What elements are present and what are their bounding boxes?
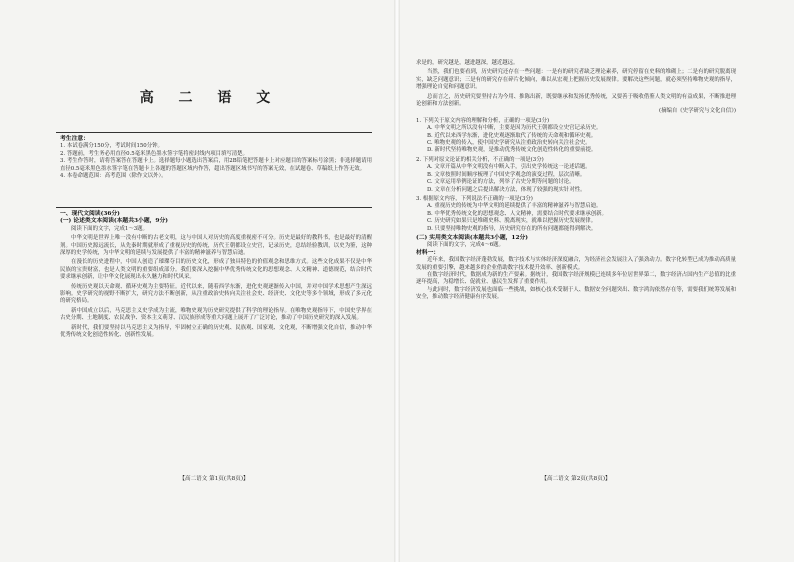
option: B. 近代以来西学东渐，进化史观逐渐取代了传统的天命观和循环史观。: [427, 132, 597, 139]
note-item: 1. 本试卷满分150分，考试时间150分钟。: [60, 143, 163, 150]
right-column: [416, 60, 736, 302]
option: A. 文章开篇从中华文明没有中断入手，引出史学传统这一论述话题。: [427, 164, 591, 171]
passage-paragraph: 在漫长的历史进程中，中国人创造了璀璨夺目的历史文化，形成了独具特色的价值观念和思维方式。这些文化成果不仅是中华民族的宝贵财富，也是人类文明的重要组成部分。我们要深入挖掘中华优秀传统文化的思想观念、人文精神、道德规范，结合时代要求继承创新，让中华文化展现出永久魅力和时代风采。: [60, 259, 372, 281]
passage-paragraph: 中华文明是世界上唯一没有中断的古老文明，这与中国人对历史的高度重视密不可分。历史是最好的教科书，也是最好的清醒剂。中国历史源远流长，从先秦时期就形成了重视历史的传统，历代王朝都设立史官，记录历史，总结经验教训，以史为鉴，这种深厚的史学传统，为中华文明的延续与发展提供了丰富的精神滋养与智慧启迪。: [60, 235, 372, 257]
page-footer: 【高二语文 第1页(共8页)】: [179, 476, 249, 482]
notes-block: [60, 136, 372, 180]
option: A. 中华文明之所以没有中断，主要是因为历代王朝都设立史官记录历史。: [427, 125, 602, 132]
passage-paragraph: 传统历史观以天命观、循环史观为主要特征。近代以来，随着西学东渐，进化史观逐渐传入中国，并对中国学术思想产生深远影响。史学研究的视野不断扩大，研究方法不断创新，从注重政治史转向关注社会史、经济史、文化史等多个领域，形成了多元化的研究格局。: [60, 283, 372, 305]
material-label: 材料一：: [416, 249, 440, 256]
section-heading: 一、现代文阅读(36分): [60, 211, 120, 217]
subsection-heading: (一) 论述类文本阅读(本题共3小题，9分): [60, 218, 169, 225]
note-item: 4. 本卷命题范围：高考范围（除作文以外）。: [60, 173, 167, 180]
option: D. 只要坚持唯物史观的指导，历史研究存在的所有问题都能得到解决。: [427, 225, 597, 232]
passage-paragraph: 与此同时，数字经济发展也面临一些挑战，如核心技术受制于人、数据安全问题突出、数字鸿沟依然存在等，需要我们统筹发展和安全，推动数字经济健康有序发展。: [416, 286, 736, 301]
option: A. 重视历史的传统为中华文明的延续提供了丰富的精神滋养与智慧启迪。: [427, 203, 602, 210]
passage-paragraph: 求是的，研究越是，越进越深，越近越远。: [416, 60, 519, 66]
option: D. 文章在分析问题之后提出解决方法，体现了较强的现实针对性。: [427, 186, 586, 193]
passage-paragraph: 在数字经济时代，数据成为新的生产要素。据统计，我国数字经济规模已连续多年位居世界第二，数字经济占国内生产总值的比重逐年提高，为稳增长、促就业、惠民生发挥了重要作用。: [416, 271, 736, 286]
exam-title: 高 二 语 文: [139, 90, 281, 106]
question-2: 2. 下列对原文论证的相关分析，不正确的一项是(3分): [416, 156, 544, 163]
note-item: 2. 答题前，考生务必用直径0.5毫米黑色墨水签字笔将密封线内项目填写清楚。: [60, 150, 248, 157]
option: B. 中华优秀传统文化的思想观念、人文精神，需要结合时代要求继承创新。: [427, 210, 607, 217]
notes-rule: [56, 207, 372, 208]
passage-paragraph: 新时代，我们要坚持以马克思主义为指导，牢固树立正确的历史观、民族观、国家观、文化观，不断增强文化自信，推动中华优秀传统文化创造性转化、创新性发展。: [60, 324, 372, 339]
question-1: 1. 下列关于原文内容的理解和分析，正确的一项是(3分): [416, 117, 550, 124]
passage-paragraph: 总而言之，历史研究要坚持古为今用、推陈出新，既要继承和发扬优秀传统，又要善于吸收借鉴人类文明的有益成果，不断推进理论创新和方法创新。: [416, 93, 736, 108]
passage-paragraph: 新中国成立以后，马克思主义史学成为主流，唯物史观为历史研究提供了科学的理论指导。在唯物史观指导下，中国史学界在古史分期、土地制度、农民战争、资本主义萌芽、汉民族形成等重大问题上展开了广泛讨论，推动了中国历史研究的深入发展。: [60, 307, 372, 322]
note-item: 3. 考生作答时，请将答案答在答题卡上。选择题每小题选出答案后，用2B铅笔把答题卡上对应题目的答案标号涂黑；非选择题请用直径0.5毫米黑色墨水签字笔在答题卡上各题的答题区域内作答，超出答题区域书写的答案无效，在试题卷、草稿纸上作答无效。: [60, 158, 372, 172]
question-3: 3. 根据原文内容，下列说法不正确的一项是(3分): [416, 195, 533, 202]
subsection-heading: (二) 实用类文本阅读(本题共3小题，12分): [416, 234, 529, 241]
option: C. 文章运用举例论证的方法，列举了古史分期等问题的讨论。: [427, 179, 575, 186]
option: D. 新时代坚持唯物史观，是推动优秀传统文化创造性转化的重要前提。: [427, 147, 597, 154]
page-footer: 【高二语文 第2页(共8页)】: [541, 476, 611, 482]
passage-paragraph: 当然，我们也要看到，历史研究还存在一些问题：一是有的研究者缺乏理论素养，研究停留在史料的堆砌上；二是有的研究脱离现实，缺乏问题意识；三是有的研究存在碎片化倾向，难以从宏观上把握历史发展规律。要解决这些问题，就必须坚持唯物史观的指导，增强理论自觉和问题意识。: [416, 69, 736, 91]
reading-prompt: 阅读下面的文字，完成1～3题。: [71, 225, 148, 232]
option: B. 文章按照时间顺序梳理了中国史学观念的演变过程，层次清晰。: [427, 171, 586, 178]
passage-source: (摘编自《史学研究与文化自信》): [659, 108, 736, 115]
title-rule: [56, 132, 372, 133]
reading-prompt: 阅读下面的文字，完成4～6题。: [427, 242, 504, 249]
notes-heading: 考生注意：: [60, 136, 89, 142]
option: C. 唯物史观的传入，使中国史学研究从注重政治史转向关注社会史。: [427, 140, 591, 147]
reading-section: [60, 211, 372, 340]
option: C. 历史研究如果只是堆砌史料、脱离现实，就难以把握历史发展规律。: [427, 218, 597, 225]
passage-paragraph: 近年来，我国数字经济蓬勃发展，数字技术与实体经济深度融合，为经济社会发展注入了强劲动力。数字化转型已成为推动高质量发展的重要引擎，越来越多的企业借助数字技术提升效率、创新模式。: [416, 257, 736, 271]
